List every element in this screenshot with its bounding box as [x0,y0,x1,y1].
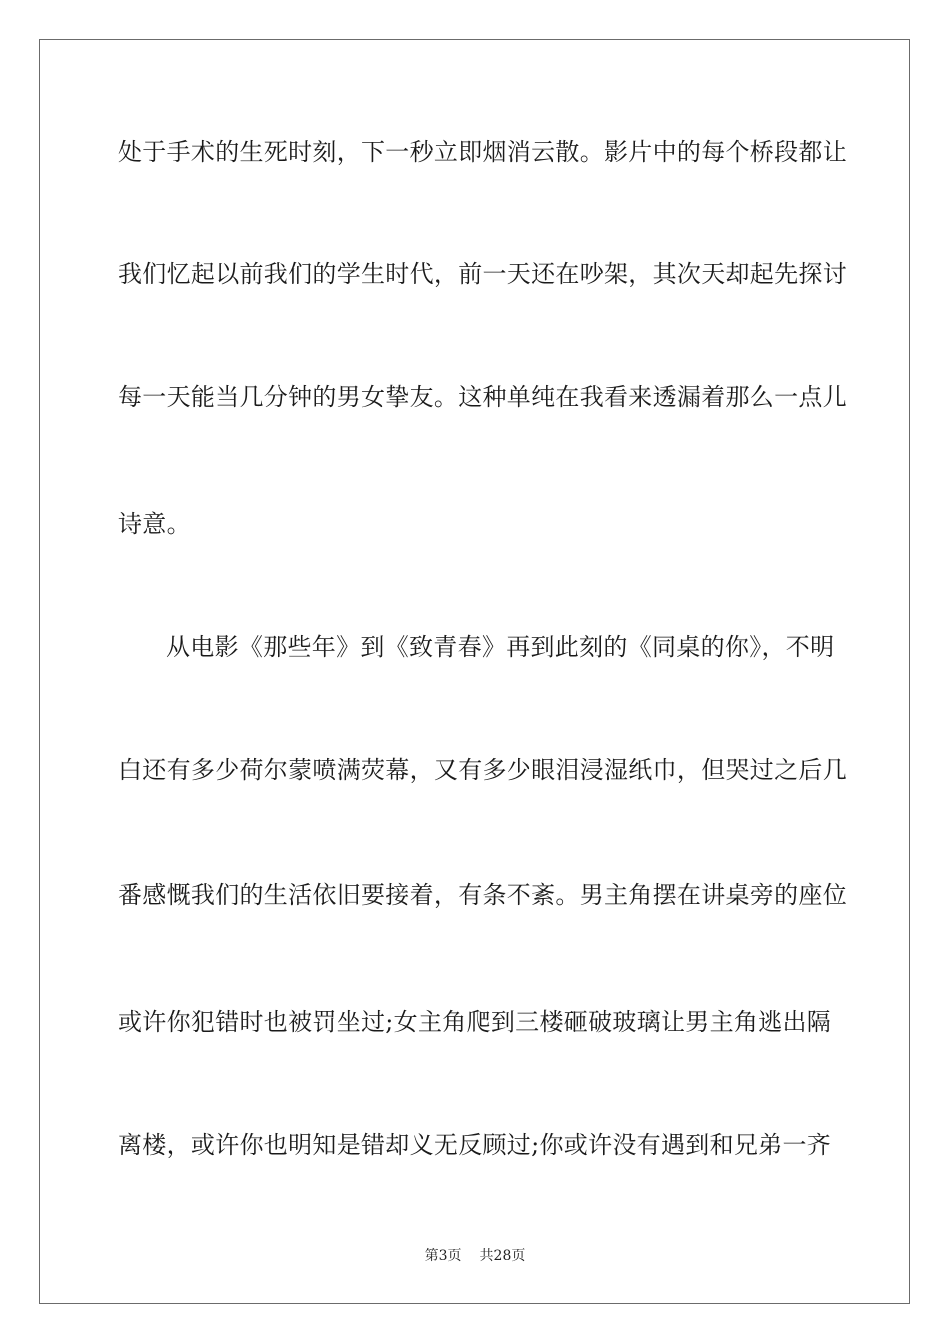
page-total: 共28页 [479,1248,526,1264]
page-border [39,39,910,1304]
body-text-line: 每一天能当几分钟的男女挚友。这种单纯在我看来透漏着那么一点儿 [118,383,847,411]
body-text-line: 白还有多少荷尔蒙喷满荧幕，又有多少眼泪浸湿纸巾，但哭过之后几 [118,756,847,784]
page-number: 第3页 [424,1248,462,1264]
paragraph-first-line: 从电影《那些年》到《致青春》再到此刻的《同桌的你》，不明 [166,633,835,661]
body-text-line: 诗意。 [118,510,191,538]
body-text-line: 番感慨我们的生活依旧要接着，有条不紊。男主角摆在讲桌旁的座位 [118,881,847,909]
body-text-line: 或许你犯错时也被罚坐过;女主角爬到三楼砸破玻璃让男主角逃出隔 [118,1008,832,1036]
page-footer [0,1246,950,1266]
body-text-line: 处于手术的生死时刻，下一秒立即烟消云散。影片中的每个桥段都让 [118,138,847,166]
body-text-line: 离楼，或许你也明知是错却义无反顾过;你或许没有遇到和兄弟一齐 [118,1131,832,1159]
body-text-line: 我们忆起以前我们的学生时代，前一天还在吵架，其次天却起先探讨 [118,260,847,288]
